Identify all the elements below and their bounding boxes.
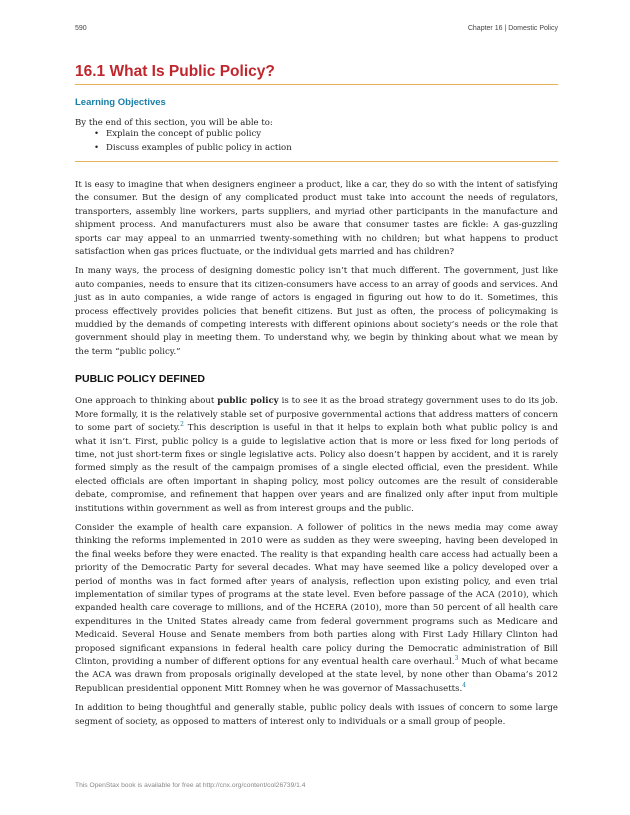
objective-item <box>94 142 558 156</box>
footnote-link[interactable]: 2 <box>180 421 184 429</box>
text-run: One approach to thinking about <box>75 396 218 407</box>
bullet-icon: • <box>94 129 100 139</box>
intro-paragraph: In many ways, the process of designing domestic policy isn’t that much different. The government, just like auto companies, needs to ensure that its citizen-consumers have access to an array of goods and services. And just as in auto companies, a wide range of actors is engaged in figuring out how to do it. Sometimes, this process effectively provides policies that benefit citizens. But just as often, the process of policymaking is muddied by the demands of competing interests with different opinions about society’s needs or the role that government should play in meeting them. To understand why, we begin by thinking about what we mean by the term “public policy.” <box>75 266 558 357</box>
objective-text: Discuss examples of public policy in action <box>106 142 292 153</box>
running-header <box>75 25 558 37</box>
learning-objectives-title: Learning Objectives <box>75 97 166 108</box>
page-content <box>75 62 558 729</box>
text-run: Much of what became the ACA was drawn from proposals originally developed at the state level, by none other than Obama’s 2012 Republican presidential opponent Mitt Romney when he was governor of Massachusetts. <box>75 657 558 694</box>
footnote-link[interactable]: 3 <box>454 655 459 663</box>
example-paragraph <box>75 522 558 696</box>
page-footer: This OpenStax book is available for free at http://cnx.org/content/col26739/1.4 <box>75 782 306 789</box>
section-title-divider <box>75 84 558 85</box>
footnote-link[interactable]: 4 <box>462 681 467 689</box>
closing-paragraph: In addition to being thoughtful and generally stable, public policy deals with issues of concern to some large segment of society, as opposed to matters of interest only to individuals or a small group of people. <box>75 703 558 727</box>
chapter-label: Chapter 16 | Domestic Policy <box>467 25 558 32</box>
learning-objectives-divider <box>75 161 558 162</box>
text-run: This description is useful in that it helps to explain both what public policy is and what it isn’t. First, public policy is a guide to legislative action that is more or less fixed for long periods of time, not just short-term fixes or single legislative acts. Policy also doesn’t happen by accident, and it is rarely formed simply as the result of the campaign promises of a single elected official, even the president. While elected officials are often important in shaping policy, most policy outcomes are the result of considerable debate, compromise, and refinement that happen over years and are finalized only after input from multiple institutions within government as well as from interest groups and the public. <box>75 423 558 514</box>
definition-paragraph <box>75 395 558 516</box>
section-title: 16.1 What Is Public Policy? <box>75 63 275 80</box>
objective-text: Explain the concept of public policy <box>106 129 262 139</box>
key-term: public policy <box>217 396 279 407</box>
bullet-icon: • <box>94 142 100 153</box>
intro-paragraph: It is easy to imagine that when designers engineer a product, like a car, they do so with the intent of satisfying the consumer. But the design of any complicated product must take into account the needs of regulators, transporters, assembly line workers, parts suppliers, and myriad other participants in the manufacture and shipment process. And manufacturers must also be aware that consumer tastes are fickle: A gas-guzzling sports car may appeal to an unmarried twenty-something with no children; but what happens to product satisfaction when gas prices fluctuate, or the individual gets married and has children? <box>75 180 558 258</box>
objective-item <box>94 128 558 142</box>
text-run: Consider the example of health care expansion. A follower of politics in the news media may come away thinking the reforms implemented in 2010 were as sudden as they were sweeping, having been developed in the final weeks before they were enacted. The reality is that expanding health care access had actually been a priority of the Democratic Party for several decades. What may have seemed like a policy developed over a period of months was in fact formed after years of analysis, reflection upon existing policy, and even trial implementation of similar types of programs at the state level. Even before passage of the ACA (2010), which expanded health care coverage to millions, and of the HCERA (2010), more than 50 percent of all health care expenditures in the United States already came from federal government programs such as Medicare and Medicaid. Several House and Senate members from both parties along with First Lady Hillary Clinton had proposed significant expansions in federal health care policy during the Democratic administration of Bill Clinton, providing a number of different options for any eventual health care overhaul. <box>75 522 558 667</box>
text-run: is to see it as the broad strategy government uses to do its job. More formally, it is the relatively stable set of purposive governmental actions that address matters of concern to some part of society. <box>75 396 558 434</box>
page-number: 590 <box>75 25 87 32</box>
learning-objectives-list <box>75 128 558 155</box>
learning-objectives-intro: By the end of this section, you will be able to: <box>75 118 273 128</box>
subsection-heading: PUBLIC POLICY DEFINED <box>75 373 205 386</box>
